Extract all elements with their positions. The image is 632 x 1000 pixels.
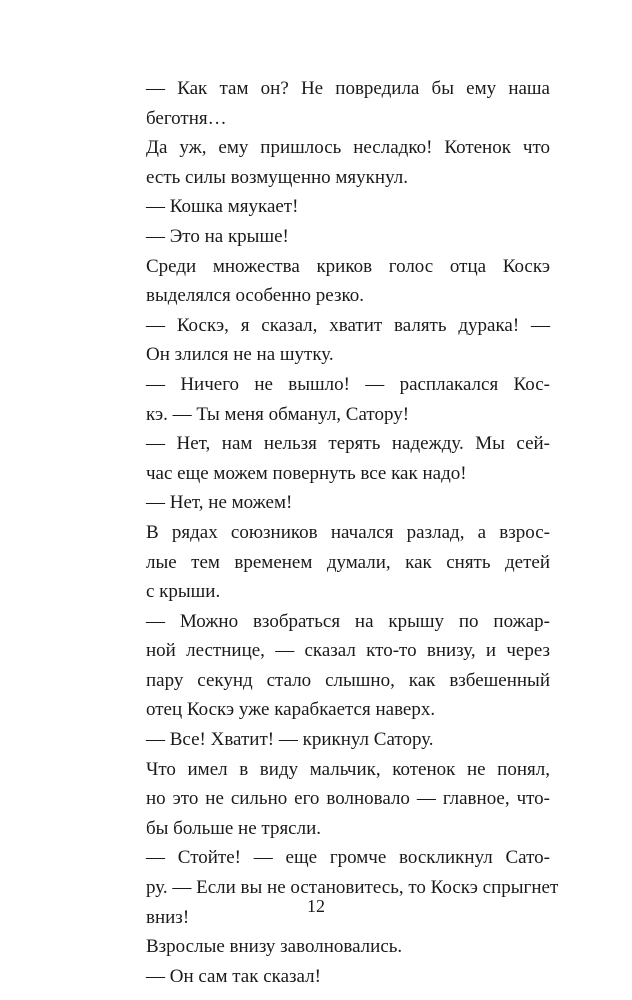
text-line: час еще можем повернуть все как надо! <box>146 462 467 484</box>
text-line: с крыши. <box>146 581 221 603</box>
text-line: выделялся особенно резко. <box>146 285 364 307</box>
text-line: беготня… <box>146 107 227 129</box>
text-line: — Нет, не можем! <box>146 492 293 514</box>
text-line: Он злился не на шутку. <box>146 344 334 366</box>
text-line: — Все! Хватит! — крикнул Сатору. <box>146 729 434 751</box>
text-line: вниз! <box>146 906 190 928</box>
text-line: — Стойте! — еще громче воскликнул Сато- <box>146 847 550 869</box>
text-line: Да уж, ему пришлось несладко! Котенок что <box>146 137 550 159</box>
text-line: — Можно взобраться на крышу по пожар- <box>146 610 550 632</box>
text-line: бы больше не трясли. <box>146 817 322 839</box>
text-line: — Он сам так сказал! <box>146 965 321 987</box>
text-line: — Коскэ, я сказал, хватит валять дурака! — <box>146 314 550 336</box>
text-line: ной лестнице, — сказал кто-то внизу, и через <box>146 640 550 662</box>
text-line: Взрослые внизу заволновались. <box>146 936 403 958</box>
text-line: кэ. — Ты меня обманул, Сатору! <box>146 403 410 425</box>
text-line: Что имел в виду мальчик, котенок не понял, <box>146 758 550 780</box>
text-line: есть силы возмущенно мяукнул. <box>146 166 408 188</box>
text-line: но это не сильно его волновало — главное, что- <box>146 788 550 810</box>
text-line: — Кошка мяукает! <box>146 196 299 218</box>
text-line: отец Коскэ уже карабкается наверх. <box>146 699 436 721</box>
text-line: — Нет, нам нельзя терять надежду. Мы сей- <box>146 433 550 455</box>
page-number: 12 <box>307 896 325 916</box>
body-text <box>146 74 559 991</box>
text-line: — Ничего не вышло! — расплакался Кос- <box>146 373 550 395</box>
text-line: В рядах союзников начался разлад, а взрос- <box>146 521 550 543</box>
text-line: лые тем временем думали, как снять детей <box>146 551 550 573</box>
text-line: пару секунд стало слышно, как взбешенный <box>146 669 550 691</box>
text-line: — Как там он? Не повредила бы ему наша <box>146 78 550 99</box>
text-line: ру. — Если вы не остановитесь, то Коскэ спрыгнет <box>146 877 559 899</box>
text-line: — Это на крыше! <box>146 225 289 247</box>
text-line: Среди множества криков голос отца Коскэ <box>146 255 550 277</box>
